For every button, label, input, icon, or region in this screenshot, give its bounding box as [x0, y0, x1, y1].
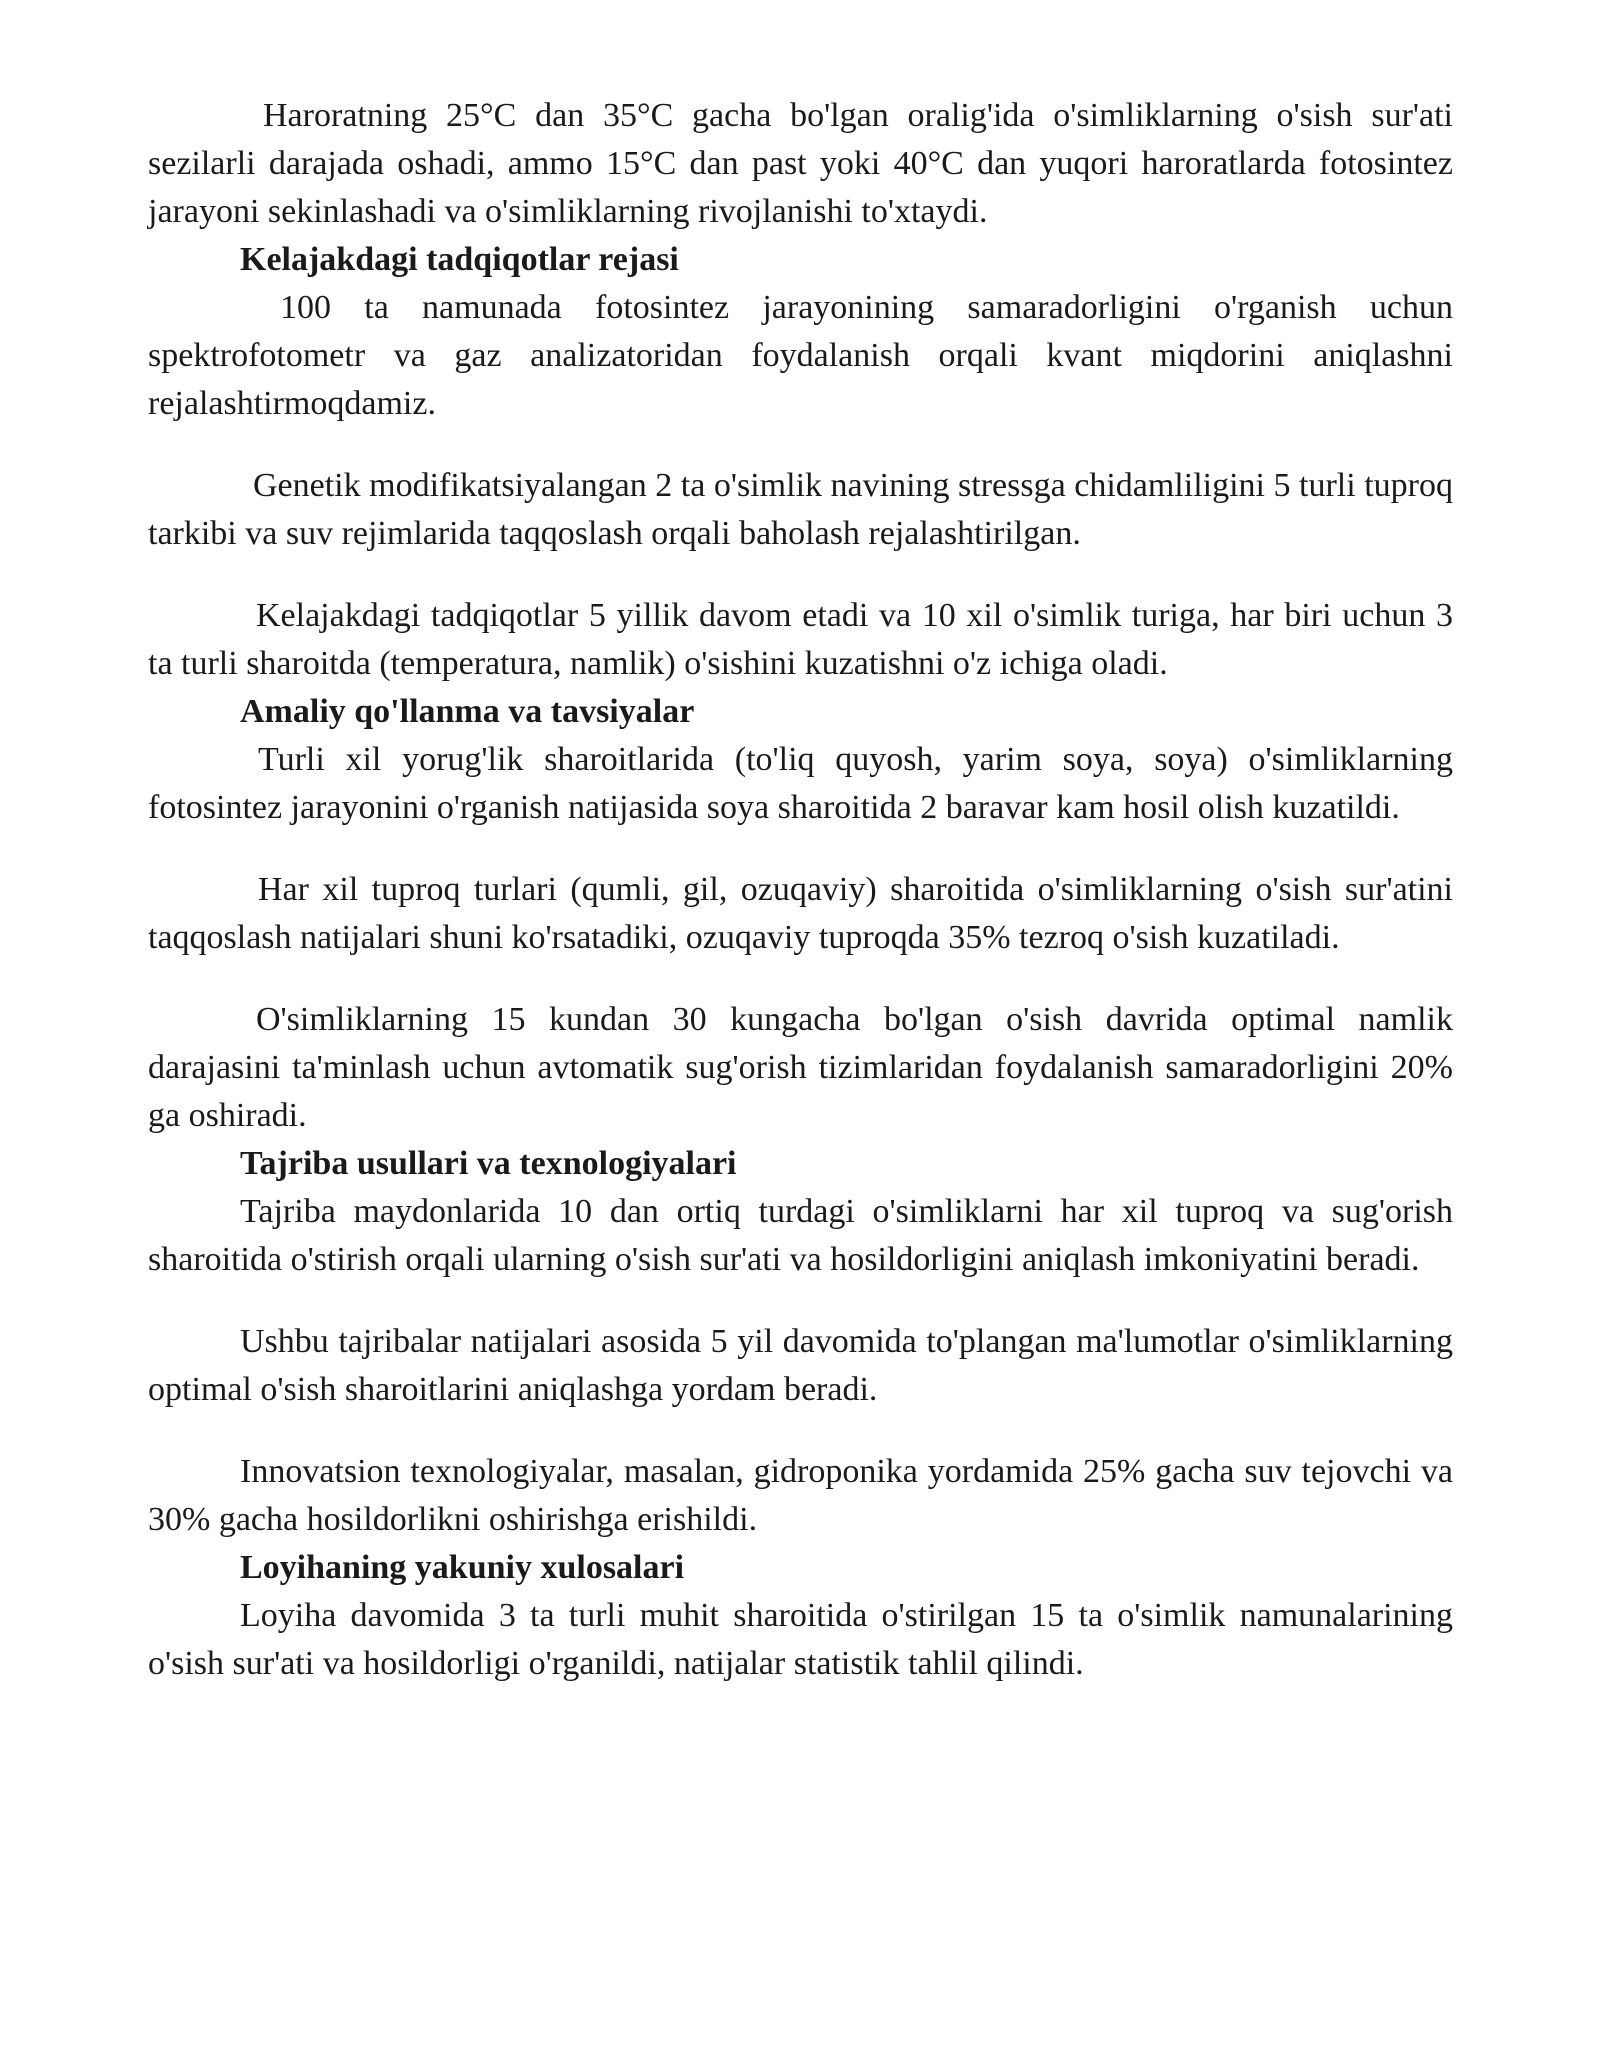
paragraph-innovation: Innovatsion texnologiyalar, masalan, gidroponika yordamida 25% gacha suv tejovchi va 30% gacha hosildorlikni oshirishga erishildi.: [148, 1453, 1453, 1538]
paragraph-irrigation: O'simliklarning 15 kundan 30 kungacha bo'lgan o'sish davrida optimal namlik darajasini ta'minlash uchun avtomatik sug'orish tizimlaridan foydalanish samaradorligini 20% ga oshiradi.: [148, 1001, 1453, 1134]
paragraph-samples-plan: 100 ta namunada fotosintez jarayonining samaradorligini o'rganish uchun spektrofotometr va gaz analizatoridan foydalanish orqali kvant miqdorini aniqlashni rejalashtirmoqdamiz.: [148, 289, 1453, 422]
paragraph-experiment-results: Ushbu tajribalar natijalari asosida 5 yil davomida to'plangan ma'lumotlar o'simliklarning optimal o'sish sharoitlarini aniqlashga yordam beradi.: [148, 1323, 1453, 1408]
paragraph-field-experiments: Tajriba maydonlarida 10 dan ortiq turdagi o'simliklarni har xil tuproq va sug'orish sharoitida o'stirish orqali ularning o'sish sur'ati va hosildorligini aniqlash imkoniyatini beradi.: [148, 1193, 1453, 1278]
paragraph-genetic-modification: Genetik modifikatsiyalangan 2 ta o'simlik navining stressga chidamliligini 5 turli tuproq tarkibi va suv rejimlarida taqqoslash orqali baholash rejalashtirilgan.: [148, 467, 1453, 552]
paragraph-soil-types: Har xil tuproq turlari (qumli, gil, ozuqaviy) sharoitida o'simliklarning o'sish sur'atini taqqoslash natijalari shuni ko'rsatadiki, ozuqaviy tuproqda 35% tezroq o'sish kuzatiladi.: [148, 871, 1453, 956]
heading-future-research: Kelajakdagi tadqiqotlar rejasi: [240, 241, 679, 278]
paragraph-temperature: Haroratning 25°C dan 35°C gacha bo'lgan oralig'ida o'simliklarning o'sish sur'ati sezilarli darajada oshadi, ammo 15°C dan past yoki 40°C dan yuqori haroratlarda fotosintez jarayoni sekinlashadi va o'simliklarning rivojlanishi to'xtaydi.: [148, 97, 1453, 230]
document-page: [148, 92, 1453, 1688]
heading-final-conclusions: Loyihaning yakuniy xulosalari: [240, 1549, 685, 1586]
heading-practical-guide: Amaliy qo'llanma va tavsiyalar: [240, 693, 695, 730]
paragraph-conclusions: Loyiha davomida 3 ta turli muhit sharoitida o'stirilgan 15 ta o'simlik namunalarining o'sish sur'ati va hosildorligi o'rganildi, natijalar statistik tahlil qilindi.: [148, 1597, 1453, 1682]
paragraph-light-conditions: Turli xil yorug'lik sharoitlarida (to'liq quyosh, yarim soya, soya) o'simliklarning fotosintez jarayonini o'rganish natijasida soya sharoitida 2 baravar kam hosil olish kuzatildi.: [148, 741, 1453, 826]
heading-experiment-methods: Tajriba usullari va texnologiyalari: [240, 1145, 737, 1182]
paragraph-five-year-research: Kelajakdagi tadqiqotlar 5 yillik davom etadi va 10 xil o'simlik turiga, har biri uchun 3 ta turli sharoitda (temperatura, namlik) o'sishini kuzatishni o'z ichiga oladi.: [148, 597, 1453, 682]
